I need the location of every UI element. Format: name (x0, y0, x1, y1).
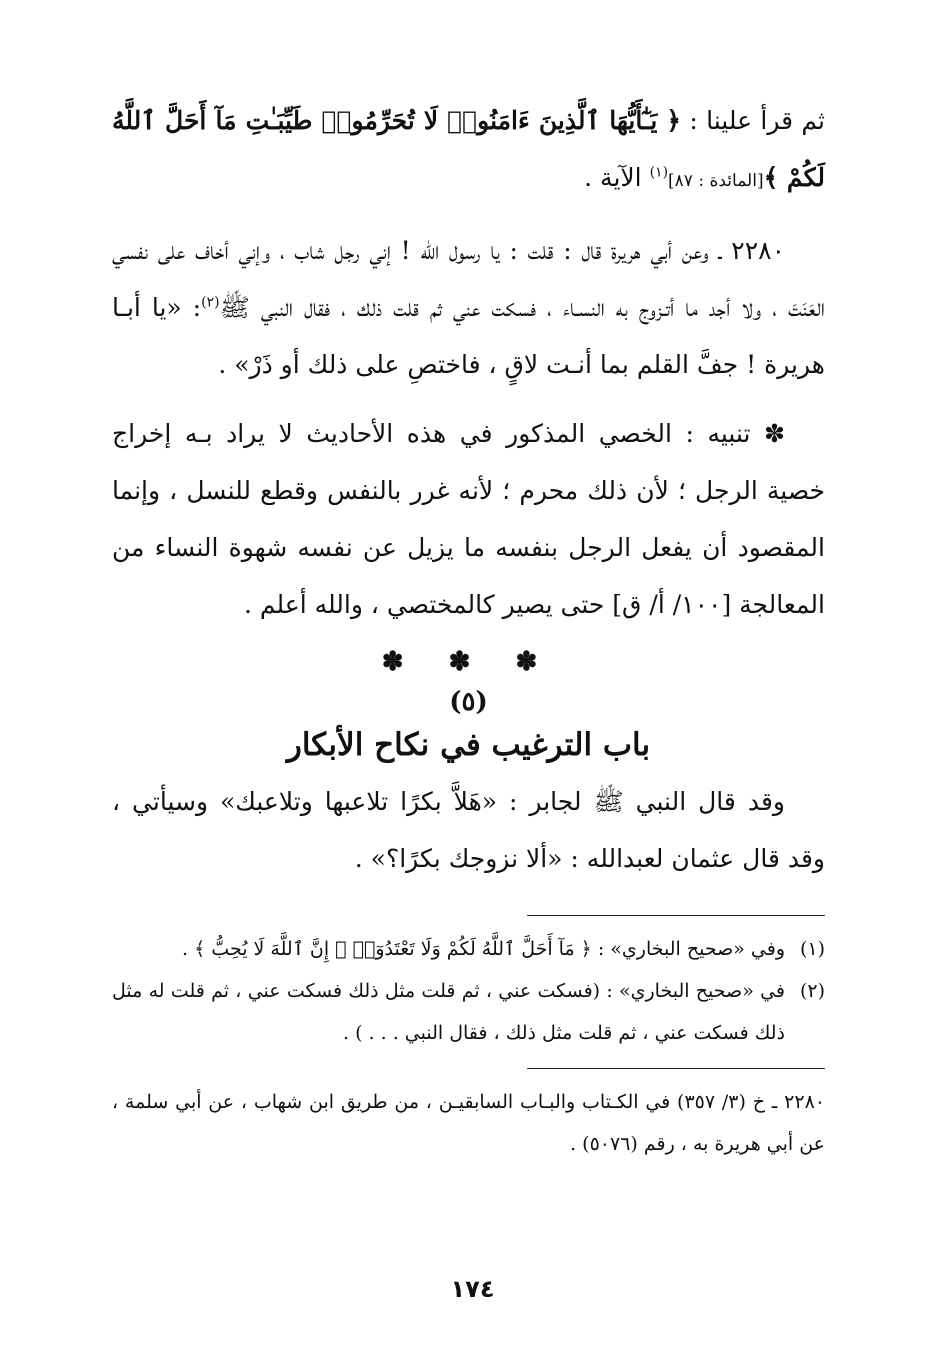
footnote-text: وفي «صحيح البخاري» : ﴿ مَآ أَحَلَّ ٱللَّهُ لَكُمْ وَلَا تَعْتَدُوٓا۟ ۚ إِنَّ ٱللَّهَ لَا يُحِبُّ ﴾ . (182, 938, 785, 960)
footnote-item (112, 928, 825, 970)
chapter-intro: وقد قال النبي ﷺ لجابر : «هَلاَّ بكرًا تلاعبها وتلاعبك» وسيأتي ، وقد قال عثمان لعبدالله : «ألا نزوجك بكرًا؟» . (112, 787, 825, 873)
main-text (112, 92, 825, 633)
footnote-number: (١) (799, 938, 825, 960)
surah-reference: [المائدة : ٨٧] (668, 171, 764, 191)
footnote-item (112, 970, 825, 1054)
footnote-number: (٢) (799, 980, 825, 1002)
section-separator: ✽ ✽ ✽ (381, 647, 556, 677)
page-number: ١٧٤ (450, 1275, 495, 1303)
footnote-divider-wrap (112, 915, 825, 916)
hadith-2280-text-continued: : «يا أبـا هريرة ! جفَّ القلم بما أنـت لاقٍ ، فاختصِ على ذلك أو ذَرْ» . (112, 293, 825, 379)
takhrij-divider (527, 1068, 825, 1069)
chapter-number: (٥) (449, 687, 488, 717)
hadith-2280-text: ٢٢٨٠ ـ وعن أبي هريرة قال : قلت : يا رسول الله ! إني رجل شاب ، وإني أخاف على نفسي العَنَتَ ، ولا أجد ما أتـزوج به النسـاء ، فسكت عني ثم قلت ذلك ، فقال النبي ﷺ (112, 236, 825, 322)
footnotes (112, 928, 825, 1054)
chapter-title: باب الترغيب في نكاح الأبكار (286, 727, 651, 763)
hadith-2279-ending (112, 92, 825, 210)
note-paragraph: ✽ تنبيه : الخصي المذكور في هذه الأحاديث لا يراد بـه إخراج خصية الرجل ؛ لأن ذلك محرم ؛ لأنه غرر بالنفس وقطع للنسل ، وإنما المقصود أن يفعل الرجل بنفسه ما يزيل عن نفسه شهوة النساء من المعالجة [١٠٠/ أ/ ق] حتى يصير كالمختصي ، والله أعلم . (112, 419, 825, 619)
footnote-text: في «صحيح البخاري» : (فسكت عني ، ثم قلت مثل ذلك فسكت عني ، ثم قلت له مثل ذلك فسكت عني ، ثم قلت مثل ذلك ، فقال النبي . . . ) . (112, 980, 785, 1044)
takhrij-note: ٢٢٨٠ ـ خ (٣/ ٣٥٧) في الكـتاب والبـاب السابقيـن ، من طريق ابن شهاب ، عن أبي سلمة ، عن أبي هريرة به ، رقم (٥٠٧٦) . (112, 1091, 825, 1155)
hadith-2280 (112, 222, 825, 393)
verse-intro: ثم قرأ علينا : (689, 106, 825, 135)
page-content (112, 92, 825, 1165)
quran-verse: ﴿ يَـٰٓأَيُّهَا ٱلَّذِينَ ءَامَنُوا۟ لَا تُحَرِّمُوا۟ طَيِّبَـٰتِ مَآ أَحَلَّ ٱللَّهُ لَكُمْ ﴾ (112, 106, 825, 192)
takhrij-divider-wrap (112, 1068, 825, 1069)
verse-ending: الآية . (584, 163, 642, 192)
footnote-marker-2[interactable]: (٢) (201, 294, 220, 311)
chapter-intro-block (112, 773, 825, 887)
footnote-divider (527, 915, 825, 916)
footnote-marker-1[interactable]: (١) (649, 164, 669, 181)
